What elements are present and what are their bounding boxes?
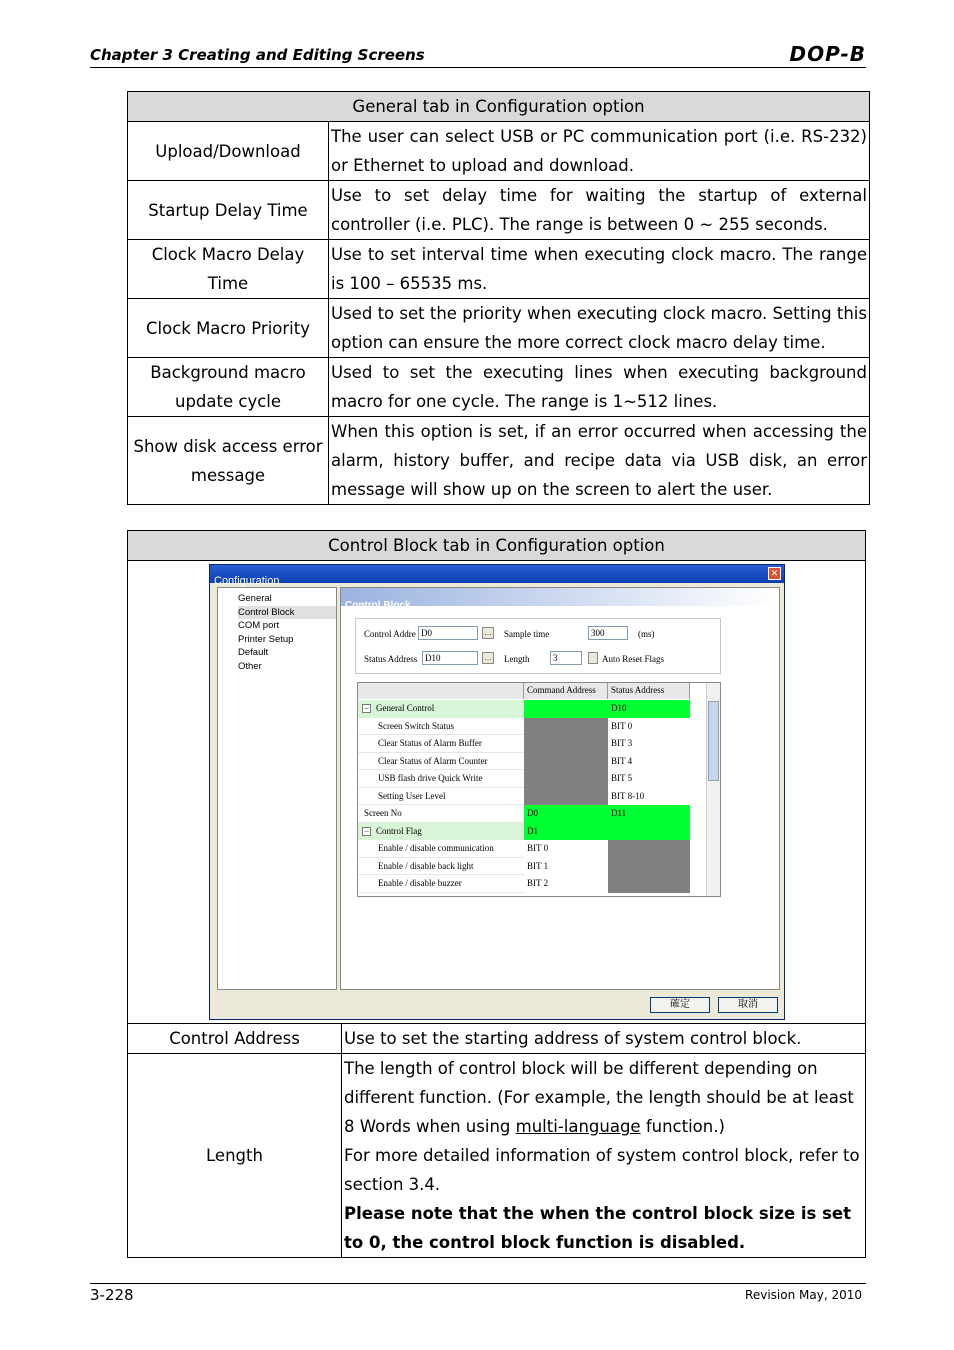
row-desc: When this option is set, if an error occurred when accessing the alarm, history buffer, and recipe data via USB disk, an error message will show up on the screen to alert the user. [329,417,870,505]
dialog-titlebar [210,565,784,587]
panel-title: Control Block [341,588,779,606]
configuration-dialog [209,564,785,1020]
chapter-title: Chapter 3 Creating and Editing Screens [90,46,425,64]
grid-cell-name: Enable / disable buzzer [378,878,462,888]
brand-logo: DOP-B [789,42,866,66]
tree-item-general[interactable]: General [238,593,272,604]
length-desc [342,1054,866,1258]
grid-row[interactable] [358,823,690,841]
sample-time-label: Sample time [504,629,550,639]
grid-cell-status[interactable] [608,858,690,876]
collapse-icon[interactable]: − [363,703,370,713]
row-label: Control Address [128,1024,342,1054]
grid-cell-command[interactable]: D1 [524,823,608,841]
grid-cell-status[interactable]: BIT 0 [608,718,690,736]
row-label: Clock Macro Delay Time [128,240,329,299]
row-label: Clock Macro Priority [128,299,329,358]
grid-cell-command[interactable]: BIT 2 [524,875,608,893]
sample-time-input[interactable]: 300 [588,626,628,640]
grid-header-status: Status Address [608,683,690,699]
multi-language-link[interactable]: multi-language [515,1117,641,1136]
tree-item-com-port[interactable]: COM port [238,620,280,631]
grid-row[interactable] [358,735,690,753]
grid-header-blank [358,683,524,699]
grid-row[interactable] [358,788,690,806]
length-select[interactable]: 3 [550,651,582,665]
row-desc: Use to set delay time for waiting the startup of external controller (i.e. PLC). The range is between 0 ~ 255 seconds. [329,181,870,240]
grid-row[interactable] [358,770,690,788]
grid-cell-status[interactable]: BIT 5 [608,770,690,788]
status-address-label: Status Address [364,654,418,664]
category-tree [217,587,337,990]
page-number: 3-228 [90,1286,134,1304]
grid-cell-status[interactable]: D11 [608,805,690,823]
tree-item-printer-setup[interactable]: Printer Setup [238,633,294,645]
control-block-grid [357,682,721,897]
cancel-button[interactable]: 取消 [718,997,778,1013]
grid-cell-status[interactable]: BIT 3 [608,735,690,753]
grid-cell-name: Clear Status of Alarm Counter [378,755,488,766]
grid-cell-name: Screen Switch Status [378,720,454,731]
status-address-input[interactable]: D10 [422,651,478,665]
note-text: Please note that the when the control block size is set to 0, the control block function is disabled. [344,1204,852,1252]
grid-row[interactable] [358,718,690,736]
grid-cell-name: General Control [358,700,524,718]
length-text: The length of control block will be different depending on different function. (For example, the length should be at least 8 Words when using [344,1059,854,1136]
tree-item-default[interactable]: Default [238,647,269,658]
grid-cell-command[interactable] [524,770,608,788]
grid-cell-status[interactable] [608,875,690,893]
screenshot-cell [128,561,866,1024]
browse-button[interactable]: … [482,627,494,639]
grid-cell-command[interactable]: D0 [524,805,608,823]
grid-row[interactable] [358,753,690,771]
row-desc: Used to set the executing lines when executing background macro for one cycle. The range is 1~512 lines. [329,358,870,417]
dialog-title: Configuration [214,575,280,587]
grid-cell-name: Clear Status of Alarm Buffer [378,738,482,748]
reference-text: For more detailed information of system control block, refer to section 3.4. [344,1146,860,1194]
close-icon[interactable]: ✕ [768,567,781,580]
grid-cell-command[interactable] [524,753,608,771]
grid-row[interactable] [358,875,690,893]
revision-date: Revision May, 2010 [745,1288,862,1302]
control-block-table [127,530,866,1258]
grid-cell-status[interactable]: BIT 8-10 [608,788,690,806]
row-desc: The user can select USB or PC communication port (i.e. RS-232) or Ethernet to upload and download. [329,122,870,181]
grid-cell-command[interactable]: BIT 0 [524,840,608,858]
grid-cell-status[interactable]: BIT 4 [608,753,690,771]
grid-header-command: Command Address [524,683,608,699]
grid-cell-command[interactable] [524,788,608,806]
row-label: Length [128,1054,342,1258]
scrollbar[interactable] [706,683,720,896]
auto-reset-label: Auto Reset Flags [602,654,664,664]
grid-cell-command[interactable]: BIT 1 [524,858,608,876]
grid-cell-command[interactable] [524,718,608,736]
scroll-thumb[interactable] [708,701,719,781]
grid-cell-status[interactable] [608,823,690,841]
grid-cell-status[interactable] [608,840,690,858]
page-footer [90,1283,866,1304]
grid-cell-name: Enable / disable back light [378,860,474,871]
settings-group [355,618,721,674]
row-desc: Used to set the priority when executing clock macro. Setting this option can ensure the more correct clock macro delay time. [329,299,870,358]
length-text-end: function.) [640,1117,725,1136]
grid-cell-name: USB flash drive Quick Write [378,773,483,783]
sample-time-unit: (ms) [638,629,655,639]
grid-header [358,683,690,701]
grid-cell-command[interactable] [524,735,608,753]
grid-row[interactable] [358,700,690,718]
ok-button[interactable]: 確定 [650,997,710,1013]
row-label: Startup Delay Time [128,181,329,240]
browse-button[interactable]: … [482,652,494,664]
grid-row[interactable] [358,805,690,823]
general-tab-table [127,91,870,505]
checkbox-auto-reset[interactable] [588,652,598,664]
row-desc: Use to set interval time when executing clock macro. The range is 100 – 65535 ms. [329,240,870,299]
row-desc: Use to set the starting address of system control block. [342,1024,866,1054]
length-label: Length [504,654,530,664]
control-address-label: Control Addre [364,629,416,639]
grid-cell-command[interactable] [524,700,608,718]
page-header [90,42,866,68]
control-block-panel [340,587,780,990]
table-title: Control Block tab in Configuration option [128,531,866,561]
grid-row[interactable] [358,840,690,858]
row-label: Background macro update cycle [128,358,329,417]
row-label: Show disk access error message [128,417,329,505]
grid-cell-name: Control Flag [358,823,524,841]
tree-item-control-block[interactable]: Control Block [238,606,336,620]
grid-cell-name: Setting User Level [378,790,446,801]
table-title: General tab in Configuration option [128,92,870,122]
grid-cell-name: Enable / disable communication [378,843,494,853]
control-address-input[interactable]: D0 [418,626,478,640]
collapse-icon[interactable]: − [363,825,370,836]
grid-row[interactable] [358,858,690,876]
tree-item-other[interactable]: Other [238,660,262,672]
row-label: Upload/Download [128,122,329,181]
grid-cell-status[interactable]: D10 [608,700,690,718]
grid-cell-name: Screen No [364,808,402,818]
